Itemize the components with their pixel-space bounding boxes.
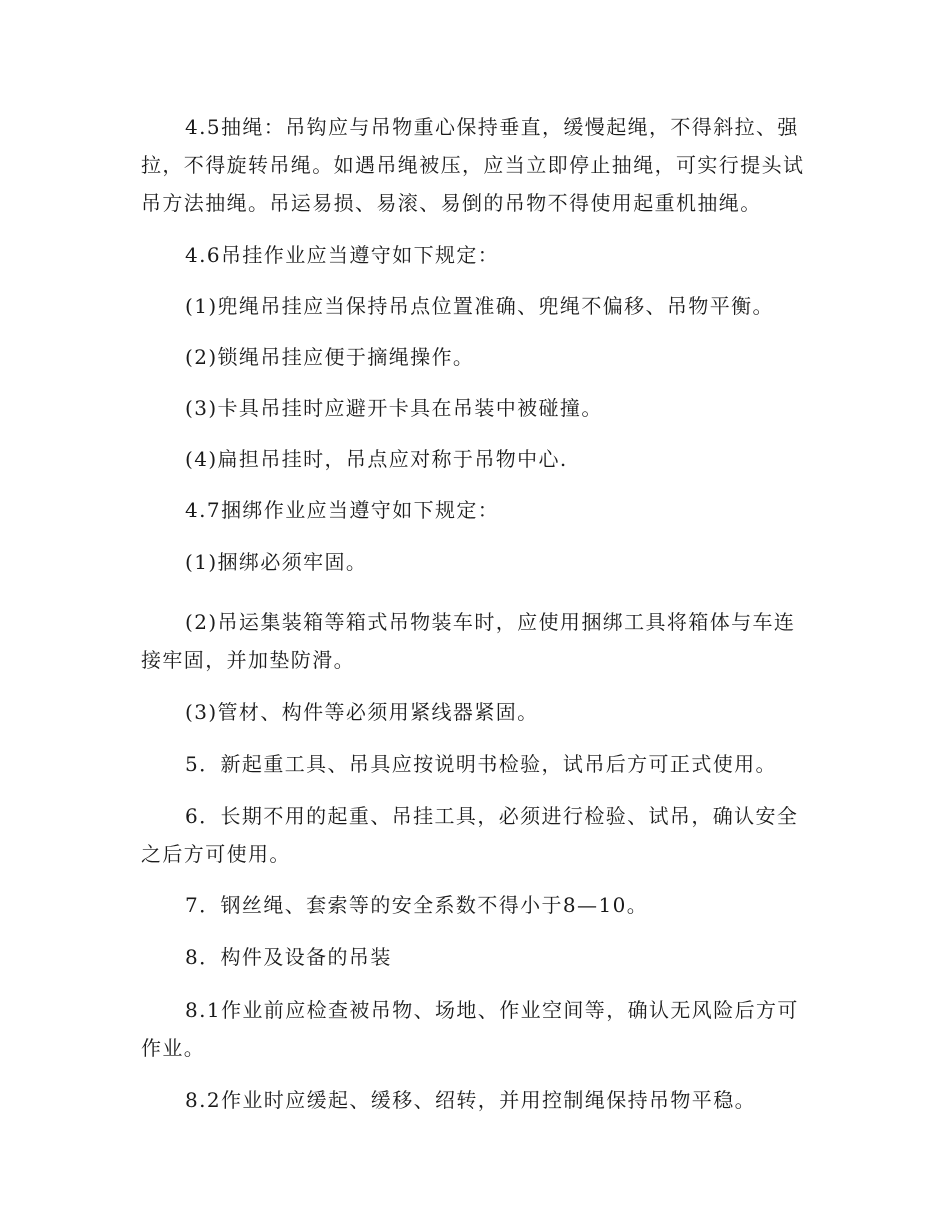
paragraph-5: 5．新起重工具、吊具应按说明书检验，试吊后方可正式使用。 [185,752,777,776]
paragraph-4-7-2: (2)吊运集装箱等箱式吊物装车时，应使用捆绑工具将箱体与车连接牢固，并加垫防滑。 [141,610,796,672]
paragraph-4-6-4: (4)扁担吊挂时，吊点应对称于吊物中心. [185,447,568,471]
paragraph-4-7-1: (1)捆绑必须牢固。 [185,550,368,574]
paragraph-4-7-3: (3)管材、构件等必须用紧线器紧固。 [185,700,539,724]
paragraph-7: 7．钢丝绳、套索等的安全系数不得小于8—10。 [185,893,649,917]
paragraph-4-6: 4.6吊挂作业应当遵守如下规定： [185,243,500,267]
paragraph-6: 6．长期不用的起重、吊挂工具，必须进行检验、试吊，确认安全之后方可使用。 [141,804,799,866]
paragraph-4-6-1: (1)兜绳吊挂应当保持吊点位置准确、兜绳不偏移、吊物平衡。 [185,294,774,318]
paragraph-4-7: 4.7捆绑作业应当遵守如下规定： [185,498,500,522]
paragraph-8: 8．构件及设备的吊装 [185,945,392,969]
paragraph-4-6-3: (3)卡具吊挂时应避开卡具在吊装中被碰撞。 [185,396,603,420]
paragraph-8-2: 8.2作业时应缓起、缓移、绍转，并用控制绳保持吊物平稳。 [185,1088,757,1112]
paragraph-4-6-2: (2)锁绳吊挂应便于摘绳操作。 [185,345,475,369]
paragraph-4-5: 4.5抽绳：吊钩应与吊物重心保持垂直，缓慢起绳，不得斜拉、强拉，不得旋转吊绳。如遇吊绳被压，应当立即停止抽绳，可实行提头试吊方法抽绳。吊运易损、易滚、易倒的吊物不得使用起重机抽绳。 [141,115,805,215]
paragraph-8-1: 8.1作业前应检查被吊物、场地、作业空间等，确认无风险后方可作业。 [141,998,799,1060]
